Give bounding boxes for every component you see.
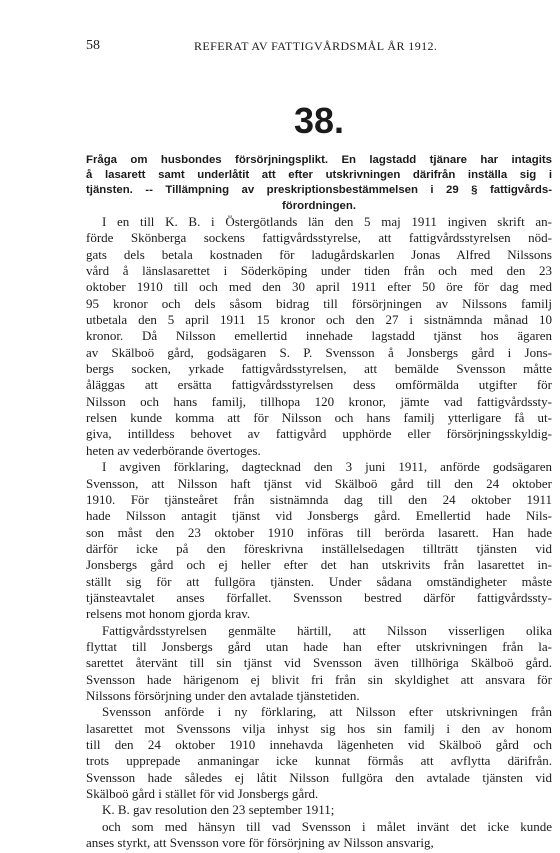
body-line: till den 24 oktober 1910 innehavda lägenheten vid Skälboö gård och	[86, 737, 552, 752]
summary-line: förordningen.	[281, 199, 357, 212]
body-line: Jonsbergs gård och ej heller efter det han utskrivits från lasarettet in-	[86, 557, 552, 573]
body-line: K. B. gav resolution den 23 september 1911;	[102, 802, 335, 818]
body-line: åläggas att ersätta fattigvårdsstyrelsen dess omförmälda utgifter för	[86, 377, 552, 393]
body-line: relsens mot honom gjorda krav.	[86, 606, 251, 622]
body-line: heten av vederbörande övertoges.	[86, 442, 261, 458]
body-line: giva, intilldess behovet av fattigvård upphörde eller försörjningsskyldig-	[86, 426, 552, 442]
body-line: 1910. För tjänsteåret från sistnämnda dag till den 24 oktober 1911	[86, 491, 552, 507]
case-body	[86, 214, 552, 851]
body-line: bergs socken, yrkade fattigvårdsstyrelsen, att bemälde Svensson måtte	[86, 361, 552, 377]
body-line: trots upprepade anmaningar icke kunnat förmås att avflytta därifrån.	[86, 753, 552, 769]
body-line: förde Skönberga sockens fattigvårdsstyrelse, att fattigvårdsstyrelsen nöd-	[86, 230, 552, 246]
body-line: Fattigvårdsstyrelsen genmälte härtill, att Nilsson visserligen olika	[102, 622, 552, 638]
body-line: kronor. Då Nilsson emellertid innehade lagstadd tjänst hos ägaren	[86, 328, 552, 344]
body-line: Svensson hade härigenom ej blivit fri från sin skyldighet att ansvara för	[86, 671, 552, 687]
body-line: därför icke på den föreskrivna inställelsedagen tillträtt tjänsten vid	[86, 540, 552, 556]
body-line: sarettet återvänt till sin tjänst vid Svensson även tillhöriga Skälboö gård.	[86, 655, 552, 671]
case-number: 38.	[293, 100, 345, 141]
body-line: hade Nilsson antagit tjänst vid Jonsbergs gård. Emellertid hade Nils-	[86, 508, 552, 524]
body-line: ställt sig för att fullgöra tjänsten. Under sådana omständigheter måste	[86, 573, 552, 589]
body-line: Svensson anförde i ny förklaring, att Nilsson efter utskrivningen från	[102, 704, 552, 720]
body-line: lasarettet mot Svenssons vilja inhyst sig hos sin familj i den av honom	[86, 720, 552, 736]
body-line: I avgiven förklaring, dagtecknad den 3 juni 1911, anförde godsägaren	[102, 459, 552, 475]
running-title: REFERAT AV FATTIGVÅRDSMÅL ÅR 1912.	[194, 39, 438, 53]
body-line: Svensson, att Nilsson haft tjänst vid Skälboö gård till den 24 oktober	[86, 475, 552, 491]
body-line: relsen kunde komma att för Nilsson och hans familj ytterligare få ut-	[86, 410, 552, 426]
body-line: oktober 1910 till och med den 30 april 1911 efter 50 öre för dag med	[86, 279, 552, 295]
page-header	[86, 38, 552, 58]
body-line: Nilsson och hans familj, tillhopa 120 kronor, jämte vad fattigvårdssty-	[86, 393, 552, 409]
summary-line: Fråga om husbondes försörjningsplikt. En lagstadd tjänare har intagits	[86, 154, 552, 166]
body-line: av Skälboö gård, godsägaren S. P. Svensson å Jonsbergs gård i Jons-	[86, 344, 552, 360]
page-number: 58	[86, 38, 100, 53]
body-line: utbetala den 5 april 1911 15 kronor och den 27 i sistnämnda månad 10	[86, 312, 552, 328]
body-line: I en till K. B. i Östergötlands län den 5 maj 1911 ingiven skrift an-	[102, 214, 552, 229]
body-line: Nilssons försörjning under den avtalade tjänstetiden.	[86, 687, 360, 703]
body-line: tjänsteavtalet anses förfallet. Svensson bestred därför fattigvårdssty-	[86, 589, 552, 605]
body-line: Skälboö gård i stället för vid Jonsbergs gård.	[86, 786, 319, 802]
body-line: och som med hänsyn till vad Svensson i målet invänt det icke kunde	[102, 818, 552, 834]
body-line: Svensson hade således ej låtit Nilsson fullgöra den avtalade tjänsten vid	[86, 769, 552, 785]
case-summary	[86, 153, 552, 214]
body-line: gats dels betala kostnaden för ladugårdskarlen Jonas Alfred Nilssons	[86, 246, 552, 262]
body-line: vård å länslasarettet i Söderköping under tiden från och med den 23	[86, 263, 552, 279]
body-line: anses styrkt, att Svensson vore för försörjning av Nilsson ansvarig,	[86, 835, 434, 851]
body-line: 95 kronor och dels såsom bidrag till försörjningen av Nilssons familj	[86, 295, 552, 311]
body-line: flyttat till Jonsbergs gård utan hade han efter utskrivningen från la-	[86, 638, 552, 654]
summary-line: å lasarett samt underlåtit att efter utskrivningen därifrån inställa sig i	[86, 169, 552, 182]
body-line: son måst den 23 oktober 1910 införas till berörda lasarett. Han hade	[86, 524, 552, 540]
summary-line: tjänsten. -- Tillämpning av preskriptionsbestämmelsen i 29 § fattigvårds-	[86, 184, 552, 197]
